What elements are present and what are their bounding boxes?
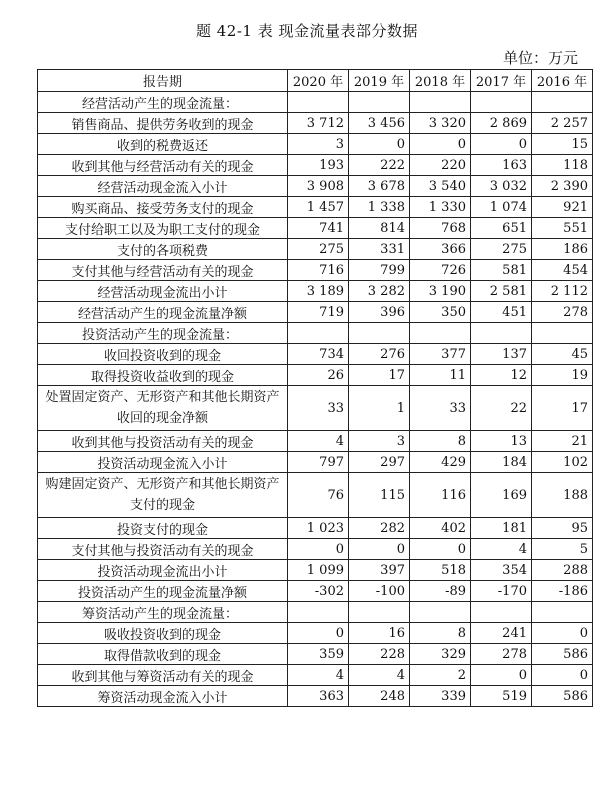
value-cell: 0 [288, 539, 349, 560]
value-cell: 4 [349, 665, 410, 686]
table-row [38, 155, 593, 176]
table-row [38, 302, 593, 323]
cash-flow-table [37, 69, 593, 707]
value-cell: 95 [532, 518, 593, 539]
value-cell: 241 [471, 623, 532, 644]
table-row [38, 452, 593, 473]
value-cell: 0 [349, 539, 410, 560]
row-label: 支付其他与经营活动有关的现金 [38, 260, 288, 281]
row-label: 收到其他与筹资活动有关的现金 [38, 665, 288, 686]
value-cell: 5 [532, 539, 593, 560]
row-label: 收到其他与经营活动有关的现金 [38, 155, 288, 176]
table-row [38, 665, 593, 686]
value-cell: 2 869 [471, 113, 532, 134]
value-cell: 2 257 [532, 113, 593, 134]
value-cell: 276 [349, 344, 410, 365]
row-label: 支付其他与投资活动有关的现金 [38, 539, 288, 560]
value-cell: 0 [349, 134, 410, 155]
value-cell: 33 [288, 386, 349, 431]
row-label: 收到的税费返还 [38, 134, 288, 155]
value-cell: 22 [471, 386, 532, 431]
value-cell [471, 602, 532, 623]
value-cell: 734 [288, 344, 349, 365]
value-cell: 2 581 [471, 281, 532, 302]
value-cell: 768 [410, 218, 471, 239]
value-cell: 15 [532, 134, 593, 155]
row-label: 支付给职工以及为职工支付的现金 [38, 218, 288, 239]
value-cell [288, 323, 349, 344]
value-cell [410, 323, 471, 344]
value-cell [532, 92, 593, 113]
section-label: 投资活动产生的现金流量： [38, 323, 288, 344]
table-row [38, 581, 593, 602]
value-cell: 586 [532, 644, 593, 665]
value-cell: 222 [349, 155, 410, 176]
value-cell: 288 [532, 560, 593, 581]
table-row [38, 281, 593, 302]
row-label: 购建固定资产、无形资产和其他长期资产支付的现金 [38, 473, 288, 518]
table-row [38, 386, 593, 431]
value-cell: 4 [471, 539, 532, 560]
unit-label: 单位：万元 [502, 49, 578, 67]
table-row [38, 260, 593, 281]
value-cell: 11 [410, 365, 471, 386]
value-cell: 2 390 [532, 176, 593, 197]
table-row [38, 473, 593, 518]
value-cell: 366 [410, 239, 471, 260]
section-row [38, 92, 593, 113]
value-cell [410, 92, 471, 113]
table-row [38, 539, 593, 560]
value-cell [532, 323, 593, 344]
row-label: 处置固定资产、无形资产和其他长期资产收回的现金净额 [38, 386, 288, 431]
value-cell: 275 [288, 239, 349, 260]
value-cell: 19 [532, 365, 593, 386]
table-title: 题 42-1 表 现金流量表部分数据 [195, 22, 418, 40]
value-cell: 4 [288, 431, 349, 452]
value-cell: 3 [349, 431, 410, 452]
row-label: 收回投资收到的现金 [38, 344, 288, 365]
value-cell: 12 [471, 365, 532, 386]
value-cell: -302 [288, 581, 349, 602]
table-row [38, 623, 593, 644]
value-cell: 16 [349, 623, 410, 644]
row-label: 投资支付的现金 [38, 518, 288, 539]
value-cell: 402 [410, 518, 471, 539]
value-cell: 1 330 [410, 197, 471, 218]
table-row [38, 344, 593, 365]
value-cell: 0 [532, 623, 593, 644]
value-cell: 396 [349, 302, 410, 323]
value-cell: 1 338 [349, 197, 410, 218]
row-label: 投资活动现金流出小计 [38, 560, 288, 581]
value-cell: 282 [349, 518, 410, 539]
row-label: 销售商品、提供劳务收到的现金 [38, 113, 288, 134]
value-cell: 181 [471, 518, 532, 539]
value-cell: 581 [471, 260, 532, 281]
value-cell: 519 [471, 686, 532, 707]
value-cell: 169 [471, 473, 532, 518]
value-cell: 163 [471, 155, 532, 176]
value-cell: 726 [410, 260, 471, 281]
value-cell: 3 712 [288, 113, 349, 134]
value-cell: 228 [349, 644, 410, 665]
row-label: 经营活动产生的现金流量净额 [38, 302, 288, 323]
value-cell: 339 [410, 686, 471, 707]
value-cell [532, 602, 593, 623]
value-cell: 275 [471, 239, 532, 260]
value-cell: -186 [532, 581, 593, 602]
value-cell: 331 [349, 239, 410, 260]
row-label: 购买商品、接受劳务支付的现金 [38, 197, 288, 218]
value-cell: 184 [471, 452, 532, 473]
table-row [38, 518, 593, 539]
value-cell: 188 [532, 473, 593, 518]
row-label: 经营活动现金流出小计 [38, 281, 288, 302]
row-label: 投资活动产生的现金流量净额 [38, 581, 288, 602]
value-cell: 3 456 [349, 113, 410, 134]
value-cell: 4 [288, 665, 349, 686]
value-cell [410, 602, 471, 623]
value-cell: 2 [410, 665, 471, 686]
value-cell: 741 [288, 218, 349, 239]
value-cell: 13 [471, 431, 532, 452]
table-row [38, 197, 593, 218]
value-cell: 17 [349, 365, 410, 386]
row-label: 经营活动现金流入小计 [38, 176, 288, 197]
value-cell: 921 [532, 197, 593, 218]
value-cell: 3 678 [349, 176, 410, 197]
value-cell: 278 [532, 302, 593, 323]
value-cell: 354 [471, 560, 532, 581]
value-cell: 102 [532, 452, 593, 473]
header-2018: 2018 年 [410, 70, 471, 92]
value-cell: 0 [410, 539, 471, 560]
table-row [38, 218, 593, 239]
value-cell: 76 [288, 473, 349, 518]
value-cell [349, 323, 410, 344]
value-cell: 297 [349, 452, 410, 473]
row-label: 取得借款收到的现金 [38, 644, 288, 665]
table-row [38, 431, 593, 452]
value-cell: 329 [410, 644, 471, 665]
value-cell: 0 [288, 623, 349, 644]
value-cell: 719 [288, 302, 349, 323]
value-cell: 0 [471, 134, 532, 155]
table-row [38, 239, 593, 260]
value-cell: 454 [532, 260, 593, 281]
value-cell: 586 [532, 686, 593, 707]
value-cell: 1 457 [288, 197, 349, 218]
table-row [38, 686, 593, 707]
header-2016: 2016 年 [532, 70, 593, 92]
value-cell: 1 099 [288, 560, 349, 581]
value-cell: 193 [288, 155, 349, 176]
value-cell [288, 602, 349, 623]
value-cell: 8 [410, 623, 471, 644]
value-cell: 8 [410, 431, 471, 452]
value-cell [471, 323, 532, 344]
value-cell: 451 [471, 302, 532, 323]
value-cell: 26 [288, 365, 349, 386]
value-cell: 278 [471, 644, 532, 665]
value-cell: 551 [532, 218, 593, 239]
table-row [38, 560, 593, 581]
value-cell: 3 908 [288, 176, 349, 197]
value-cell: -170 [471, 581, 532, 602]
value-cell: 1 074 [471, 197, 532, 218]
value-cell: 3 190 [410, 281, 471, 302]
value-cell: 2 112 [532, 281, 593, 302]
value-cell [349, 602, 410, 623]
row-label: 支付的各项税费 [38, 239, 288, 260]
value-cell: 21 [532, 431, 593, 452]
value-cell: 377 [410, 344, 471, 365]
value-cell: 33 [410, 386, 471, 431]
value-cell: 0 [471, 665, 532, 686]
value-cell: 518 [410, 560, 471, 581]
section-row [38, 602, 593, 623]
value-cell: 1 023 [288, 518, 349, 539]
value-cell: 350 [410, 302, 471, 323]
header-period: 报告期 [38, 70, 288, 92]
row-label: 吸收投资收到的现金 [38, 623, 288, 644]
value-cell [349, 92, 410, 113]
value-cell: 3 282 [349, 281, 410, 302]
value-cell: 220 [410, 155, 471, 176]
value-cell: 3 540 [410, 176, 471, 197]
value-cell: 45 [532, 344, 593, 365]
value-cell: 248 [349, 686, 410, 707]
value-cell: -89 [410, 581, 471, 602]
value-cell: 3 [288, 134, 349, 155]
value-cell: 814 [349, 218, 410, 239]
row-label: 收到其他与投资活动有关的现金 [38, 431, 288, 452]
value-cell: 17 [532, 386, 593, 431]
row-label: 筹资活动现金流入小计 [38, 686, 288, 707]
table-row [38, 644, 593, 665]
table-row [38, 365, 593, 386]
value-cell: 397 [349, 560, 410, 581]
value-cell: 651 [471, 218, 532, 239]
header-row [38, 70, 593, 92]
value-cell: 429 [410, 452, 471, 473]
value-cell [288, 92, 349, 113]
value-cell [471, 92, 532, 113]
value-cell: 363 [288, 686, 349, 707]
value-cell: 3 320 [410, 113, 471, 134]
header-2019: 2019 年 [349, 70, 410, 92]
value-cell: 186 [532, 239, 593, 260]
value-cell: 115 [349, 473, 410, 518]
value-cell: 797 [288, 452, 349, 473]
header-2017: 2017 年 [471, 70, 532, 92]
value-cell: 1 [349, 386, 410, 431]
row-label: 投资活动现金流入小计 [38, 452, 288, 473]
value-cell: 359 [288, 644, 349, 665]
section-row [38, 323, 593, 344]
value-cell: 116 [410, 473, 471, 518]
value-cell: -100 [349, 581, 410, 602]
value-cell: 118 [532, 155, 593, 176]
value-cell: 0 [410, 134, 471, 155]
value-cell: 137 [471, 344, 532, 365]
row-label: 取得投资收益收到的现金 [38, 365, 288, 386]
section-label: 经营活动产生的现金流量： [38, 92, 288, 113]
value-cell: 3 189 [288, 281, 349, 302]
value-cell: 0 [532, 665, 593, 686]
header-2020: 2020 年 [288, 70, 349, 92]
table-row [38, 134, 593, 155]
section-label: 筹资活动产生的现金流量： [38, 602, 288, 623]
value-cell: 716 [288, 260, 349, 281]
value-cell: 799 [349, 260, 410, 281]
value-cell: 3 032 [471, 176, 532, 197]
table-row [38, 113, 593, 134]
table-row [38, 176, 593, 197]
